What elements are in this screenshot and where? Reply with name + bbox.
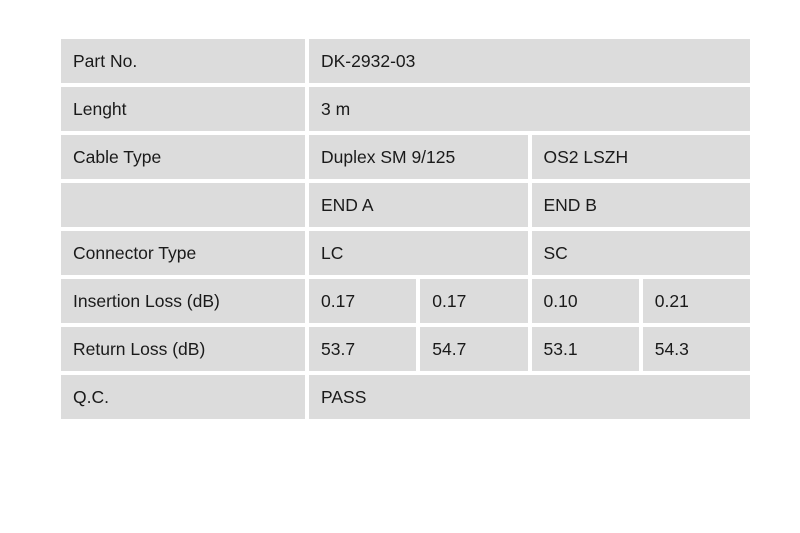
row-value-insertion-loss-4: 0.21: [643, 279, 750, 323]
table-row: [61, 87, 750, 131]
table-row: [61, 327, 750, 371]
row-value-connector-type-1: LC: [309, 231, 528, 275]
row-value-cable-type-1: Duplex SM 9/125: [309, 135, 528, 179]
row-value-return-loss-2: 54.7: [420, 327, 527, 371]
row-label-insertion-loss: Insertion Loss (dB): [61, 279, 305, 323]
row-value-length-1: 3 m: [309, 87, 750, 131]
table-row: [61, 231, 750, 275]
row-value-cable-type-2: OS2 LSZH: [532, 135, 751, 179]
row-value-part-no-1: DK-2932-03: [309, 39, 750, 83]
specification-table-body: [61, 39, 750, 419]
row-label-return-loss: Return Loss (dB): [61, 327, 305, 371]
row-value-return-loss-4: 54.3: [643, 327, 750, 371]
table-row: [61, 279, 750, 323]
table-row: [61, 375, 750, 419]
row-label-ends: [61, 183, 305, 227]
row-value-insertion-loss-1: 0.17: [309, 279, 416, 323]
row-label-cable-type: Cable Type: [61, 135, 305, 179]
table-row: [61, 135, 750, 179]
row-value-return-loss-3: 53.1: [532, 327, 639, 371]
row-label-length: Lenght: [61, 87, 305, 131]
row-value-insertion-loss-2: 0.17: [420, 279, 527, 323]
table-row: [61, 39, 750, 83]
row-value-qc-1: PASS: [309, 375, 750, 419]
row-value-connector-type-2: SC: [532, 231, 751, 275]
table-row: [61, 183, 750, 227]
row-label-qc: Q.C.: [61, 375, 305, 419]
row-value-insertion-loss-3: 0.10: [532, 279, 639, 323]
specification-table: [57, 35, 754, 423]
row-label-connector-type: Connector Type: [61, 231, 305, 275]
row-label-part-no: Part No.: [61, 39, 305, 83]
row-value-ends-1: END A: [309, 183, 528, 227]
row-value-ends-2: END B: [532, 183, 751, 227]
row-value-return-loss-1: 53.7: [309, 327, 416, 371]
